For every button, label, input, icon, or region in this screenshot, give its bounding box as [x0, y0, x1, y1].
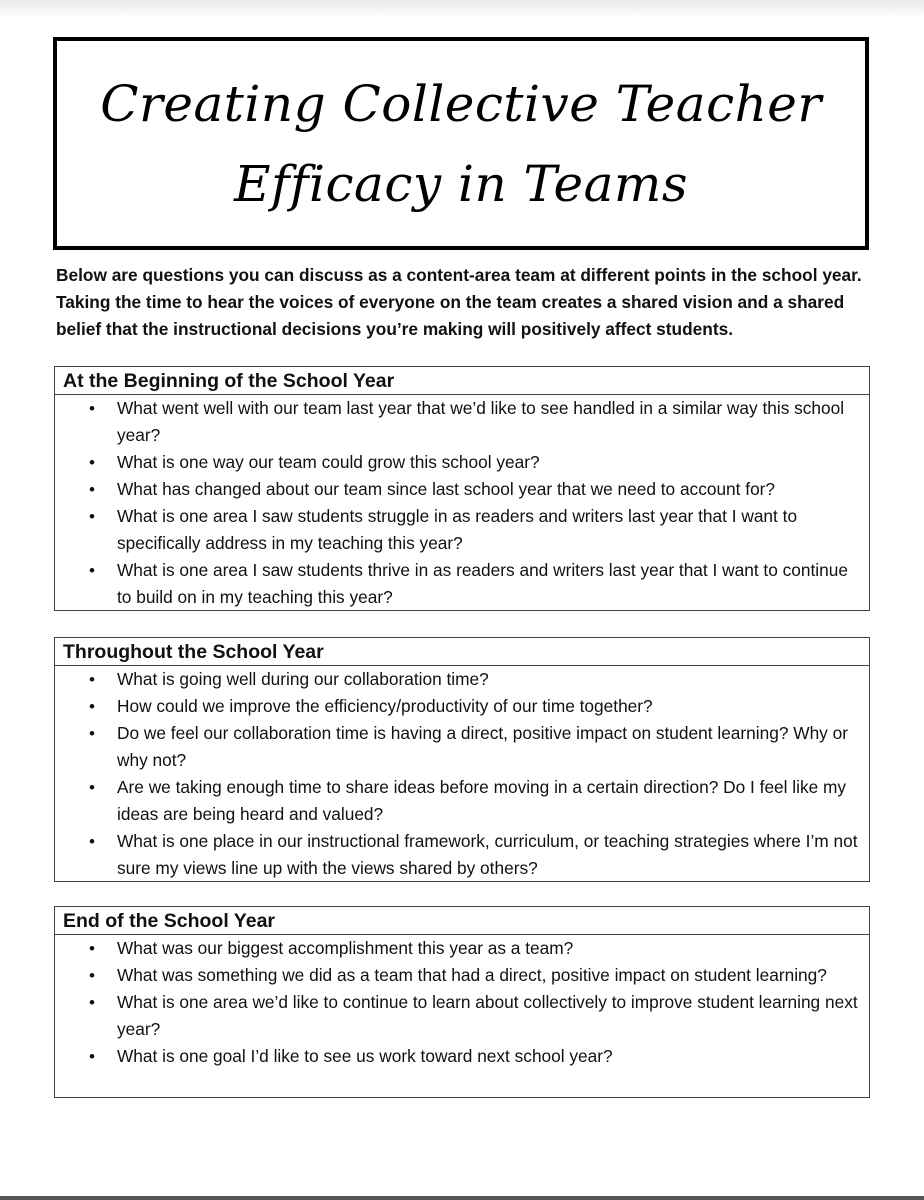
- question-text: How could we improve the efficiency/productivity of our time together?: [117, 696, 653, 716]
- page-top-shadow: [0, 0, 924, 18]
- question-text: What is one area I saw students thrive in as readers and writers last year that I want to continue to build on in my teaching this year?: [117, 560, 848, 607]
- bullet-icon: •: [89, 966, 95, 985]
- bullet-icon: •: [89, 832, 95, 851]
- question-text: Do we feel our collaboration time is having a direct, positive impact on student learning? Why or why not?: [117, 723, 848, 770]
- question-text: What is one way our team could grow this school year?: [117, 452, 540, 472]
- question-text: Are we taking enough time to share ideas before moving in a certain direction? Do I feel like my ideas are being heard and valued?: [117, 777, 847, 824]
- bullet-icon: •: [89, 724, 95, 743]
- section-beginning-of-year: [54, 366, 870, 611]
- section-header: End of the School Year: [55, 907, 869, 935]
- bullet-icon: •: [89, 993, 95, 1012]
- bullet-icon: •: [89, 939, 95, 958]
- question-text: What went well with our team last year that we’d like to see handled in a similar way this school year?: [117, 398, 845, 445]
- title-box: [53, 37, 869, 250]
- question-text: What was our biggest accomplishment this year as a team?: [117, 938, 574, 958]
- question-text: What has changed about our team since last school year that we need to account for?: [117, 479, 776, 499]
- bullet-icon: •: [89, 480, 95, 499]
- list-item: [55, 774, 869, 828]
- question-text: What is one area we’d like to continue to learn about collectively to improve student learning next year?: [117, 992, 858, 1039]
- list-item: [55, 720, 869, 774]
- title-line-2: Efficacy in Teams: [234, 154, 688, 213]
- bullet-icon: •: [89, 561, 95, 580]
- list-item: [55, 557, 869, 611]
- question-list: [55, 666, 869, 882]
- list-item: [55, 395, 869, 449]
- section-header: Throughout the School Year: [55, 638, 869, 666]
- section-end-of-year: [54, 906, 870, 1098]
- intro-paragraph: Below are questions you can discuss as a content-area team at different points in the school year. Taking the time to hear the voices of everyone on the team creates a shared vision and a shared belief that the instructional decisions you’re making will positively affect students.: [56, 265, 862, 339]
- section-throughout-year: [54, 637, 870, 882]
- list-item: [55, 1043, 869, 1070]
- list-item: [55, 666, 869, 693]
- list-item: [55, 476, 869, 503]
- bullet-icon: •: [89, 507, 95, 526]
- section-header: At the Beginning of the School Year: [55, 367, 869, 395]
- bullet-icon: •: [89, 670, 95, 689]
- list-item: [55, 989, 869, 1043]
- question-text: What was something we did as a team that had a direct, positive impact on student learning?: [117, 965, 827, 985]
- page-bottom-edge: [0, 1196, 924, 1200]
- bullet-icon: •: [89, 1047, 95, 1066]
- list-item: [55, 693, 869, 720]
- question-list: [55, 395, 869, 611]
- list-item: [55, 962, 869, 989]
- title-line-1: Creating Collective Teacher: [100, 74, 822, 133]
- bullet-icon: •: [89, 399, 95, 418]
- bullet-icon: •: [89, 697, 95, 716]
- question-text: What is going well during our collaboration time?: [117, 669, 489, 689]
- question-text: What is one goal I’d like to see us work toward next school year?: [117, 1046, 613, 1066]
- list-item: [55, 828, 869, 882]
- list-item: [55, 503, 869, 557]
- question-text: What is one place in our instructional framework, curriculum, or teaching strategies where I’m not sure my views line up with the views shared by others?: [117, 831, 858, 878]
- list-item: [55, 449, 869, 476]
- bullet-icon: •: [89, 453, 95, 472]
- question-text: What is one area I saw students struggle in as readers and writers last year that I want to specifically address in my teaching this year?: [117, 506, 798, 553]
- bullet-icon: •: [89, 778, 95, 797]
- question-list: [55, 935, 869, 1070]
- list-item: [55, 935, 869, 962]
